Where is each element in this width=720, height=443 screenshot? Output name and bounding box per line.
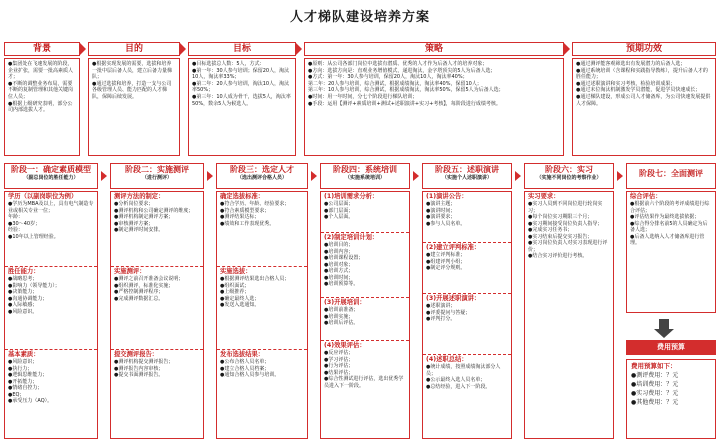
section-heading: 测评方法的制定： (114, 193, 165, 200)
stage-subtitle: （实施个人述职演讲） (441, 175, 492, 181)
stage-subtitle: （进行测评） (141, 175, 172, 181)
stage-4-column (320, 191, 410, 439)
stage-5-column (422, 191, 512, 439)
header-background (4, 42, 80, 56)
section-text: ●述职演讲； ●评委提问与答疑； ●评判打分。 (426, 303, 471, 322)
stage-5-header (422, 163, 512, 189)
stage-4-header (320, 163, 410, 189)
section-text: ●统计成绩，按照成绩淘汰部分人员； ●公示最终入选人员名单； ●总结经验，进入下一阶段。 (426, 364, 501, 390)
section-heading: (4)述职总结： (426, 356, 468, 363)
section-text: ●演讲主题； ●演讲时间； ●演讲要求； ●参与人员名单。 (426, 201, 466, 227)
stage-1-section (5, 192, 97, 266)
section-heading: (2)制定培训计划： (324, 234, 379, 241)
page-title: 人才梯队建设培养方案 (289, 10, 430, 25)
section-text: ●学历为MBA及以上，具有电气制造专业或相关专业一位； 年龄： ●30～40岁； 经验： ●10年以上管理经验。 (8, 201, 94, 240)
stage-2-header (110, 163, 204, 189)
stage-4-section (321, 298, 409, 340)
stage-2-section (111, 267, 203, 349)
budget-item: ●实习费用：？元 (631, 390, 679, 397)
stage-title: 阶段三：选定人才 (230, 165, 294, 174)
strategy-box: ●原则：从公司各部门岗位中选拔有潜质、优秀的人才作为后备人才的培养对象； ●方向：选拔方向是：直观业务增值模式，递进淘汰，金字塔顶尖的5人为后备人选； ●方式：第一年：30人参与培训，保留20人，淘汰10人，淘汰率40%； 第二年：20人参与培训，综合测试，根据成绩淘汰，淘汰率40%，保留10人； 第三年：10人参与培训，综合测试，根据成绩淘汰，淘汰率50%，保留5人为后备人选； ●时间：用一年时间，分七个阶段进行梯队培训； ●手段：运用【测评+素质培训+测试+述职演讲+实习+考核】，每阶段进行成绩考核。 (304, 58, 564, 156)
header-arrow-icon (563, 42, 570, 56)
header-goal (188, 42, 296, 56)
header-label: 背景 (32, 44, 51, 54)
stage-arrow-icon (311, 171, 317, 181)
section-text: ●公布合格人员名单； ●建立合格人员档案； ●通知合格人员参与培训。 (220, 359, 280, 378)
section-heading: (3)开展述职演讲： (426, 295, 481, 302)
section-heading: 提交测评报告： (114, 351, 159, 358)
budget-item: ●其他费用：？元 (631, 399, 679, 406)
stage-1-section (5, 267, 97, 349)
stage-2-column (110, 191, 204, 439)
section-heading: 实习要求： (528, 193, 560, 200)
stage-6-section (525, 192, 613, 261)
section-text: ●分析岗位要求； ●测评机构和公司确定测评的维度； ●测评机构制定测评方案； ●审核测评方案； ●制定测评时间安排。 (114, 201, 194, 233)
header-label: 预期功效 (625, 44, 662, 54)
section-heading: 学历（以副岗职位为例） (8, 193, 78, 200)
stage-4-section (321, 341, 409, 390)
purpose-box: ●根据实现发展的需要，选拔和培养一批中层后备人员，建立后备力量梯队； ●通过选拔和培养，打造一支与公司各级管理人员、能力匹配的人才梯队，保障后续发展。 (88, 58, 180, 156)
stage-3-section (217, 192, 307, 266)
section-text: ●培训前准备； ●培训实施； ●培训后评估。 (324, 307, 359, 326)
header-label: 目标 (232, 44, 251, 54)
section-heading: 确定选拔标准： (220, 193, 265, 200)
budget-title: 费用预算 (626, 340, 716, 355)
budget-item: ●培训费用：？元 (631, 381, 679, 388)
stage-title: 阶段四：系统培训 (333, 165, 397, 174)
section-text: ●建立评判标准； ●组建评判小组； ●制定评分规则。 (426, 252, 466, 271)
stage-arrow-icon (413, 171, 419, 181)
header-arrow-icon (295, 42, 302, 56)
section-text: ●培训目的； ●培训内容； ●培训课程设置； ●培训对象； ●培训方式； ●培训时间； ●培训预算等。 (324, 242, 364, 287)
section-heading: 胜任能力： (8, 268, 40, 275)
section-text: ●根据测评结果选出合格人员； ●组织面试； ●上级推荐； ●确定最终人选； ●发送入选通知。 (220, 276, 290, 308)
section-heading: 综合评估： (630, 193, 662, 200)
header-label: 策略 (424, 44, 443, 54)
background-box: ●集团处在飞速发展的阶段，企业扩张，需要一批高素质人才； ●不断的调整业务布局，需要不断的复制管理和其他关键岗位人员； ●根据上级研究表明，部分公司内部选拔人才。 (4, 58, 80, 156)
section-heading: (1)演讲公告： (426, 193, 468, 200)
section-text: ●测评之前召开准备会议说明； ●组织测评，标准化实施； ●严格控制测评程序； ●完成测评数据汇总。 (114, 276, 184, 302)
stage-arrow-icon (207, 171, 213, 181)
section-heading: 实施选拔： (220, 268, 252, 275)
stage-5-section (423, 243, 511, 293)
goal-box: ●目标选拔总人数：5人，方式： ●第一年：30人参与培训；保留20人，淘汰10人，淘汰率33%； ●第二年：20人参与培训，淘汰10人，淘汰率50%； ●第三年：10人成为骨干，选拔5人，淘汰率50%，数余5人为候选人。 (188, 58, 296, 156)
stage-5-section (423, 294, 511, 354)
section-text: ●战略思考； ●影响力（领导能力）； ●决策能力； ●沟通协调能力； ●人际敏感； ●风险意识。 (8, 276, 60, 315)
section-text: ●根据前六个阶段的考评成绩进行综合评估； ●评估结果作为最终选拔依据； ●综合得分排名前5的人员确定为后备人选； ●后备人选纳入人才储备库进行管理。 (630, 201, 710, 246)
stage-4-section (321, 192, 409, 232)
stage-5-section (423, 192, 511, 242)
down-arrow-head-icon (654, 329, 674, 338)
budget-heading: 费用预算如下： (631, 362, 677, 370)
section-heading: (2)建立评判标准： (426, 244, 481, 251)
budget-box (626, 359, 716, 439)
stage-5-section (423, 355, 511, 391)
section-heading: 基本素质： (8, 351, 40, 358)
stage-7-column (626, 191, 716, 313)
stage-subtitle: （实施系统培训） (344, 175, 385, 181)
stage-3-header (216, 163, 308, 189)
header-arrow-icon (179, 42, 186, 56)
stage-3-section (217, 267, 307, 349)
stage-2-section (111, 192, 203, 266)
section-heading: 实施测评： (114, 268, 146, 275)
header-label: 目的 (124, 44, 143, 54)
section-text: ●反应评估； ●学习评估； ●行为评估； ●结果评估； ●综合性测试进行评估，选出优秀学员进入下一阶段。 (324, 350, 404, 389)
stage-6-column (524, 191, 614, 439)
section-heading: 发布选拔结果： (220, 351, 265, 358)
stage-arrow-icon (617, 171, 623, 181)
stage-2-section (111, 350, 203, 380)
header-purpose (88, 42, 180, 56)
stage-1-column (4, 191, 98, 439)
header-strategy (304, 42, 564, 56)
stage-4-section (321, 233, 409, 297)
section-heading: (4)效果评估： (324, 342, 366, 349)
stage-title: 阶段二：实施测评 (125, 165, 189, 174)
stage-7-header (626, 163, 716, 189)
stage-title: 阶段一：确定素质模型 (11, 165, 91, 174)
stage-subtitle: （实施不同岗位的考察作业） (536, 175, 602, 181)
section-text: ●公司层面； ●部门层面； ●个人层面。 (324, 201, 354, 220)
stage-arrow-icon (515, 171, 521, 181)
section-heading: (1)培训需求分析： (324, 193, 379, 200)
stage-title: 阶段七：全面测评 (639, 169, 703, 178)
section-text: ●测评机构提交测评报告； ●测评报告内容审核； ●提交书面测评报告。 (114, 359, 174, 378)
stage-3-section (217, 350, 307, 380)
stage-6-header (524, 163, 614, 189)
header-effect (572, 42, 716, 56)
stage-1-header (4, 163, 98, 189)
stage-arrow-icon (101, 171, 107, 181)
stage-7-section (627, 192, 715, 248)
stage-title: 阶段五：述职演讲 (435, 165, 499, 174)
stage-subtitle: （副总岗位的胜任能力） (23, 175, 79, 181)
effect-box: ●通过测评能客观筛选出有发展潜力的后备人选； ●通过系统培训（含课程和实践指导教练），提升后备人才的胜任能力； ●通过述职演讲和实习考核，检验培训成果； ●通过末位淘汰机制激发学员潜能，促进学员快速成长； ●通过梯队建设，形成公司人才储备库，为公司快速发展提供人才保障。 (572, 58, 716, 156)
header-arrow-icon (79, 42, 86, 56)
section-text: ●实习人员到不同岗位进行轮岗实习； ●每个岗位实习期限三个月； ●实习期间接受岗位负责人指导； ●完成实习任务书； ●实习结束后提交实习报告； ●实习岗位负责人对实习表现进行评价； ●结合实习评价进行考核。 (528, 201, 608, 259)
down-arrow-icon (659, 319, 669, 329)
stage-3-column (216, 191, 308, 439)
stage-subtitle: （选出测评合格人员） (236, 175, 287, 181)
stage-title: 阶段六：实习 (545, 165, 593, 174)
budget-item: ●测评费用：？元 (631, 372, 679, 379)
section-text: ●风险意识； ●执行力； ●逻辑思维能力； ●开拓能力； ●情绪自控力； ●EQ； ●承受压力（AQ）。 (8, 359, 53, 404)
section-heading: (3)开展培训： (324, 299, 366, 306)
section-text: ●符合学历、年龄、经验要求； ●符合素质模型要求； ●测评结果达标； ●绩效和工作表现优秀。 (220, 201, 290, 227)
stage-1-section (5, 350, 97, 406)
